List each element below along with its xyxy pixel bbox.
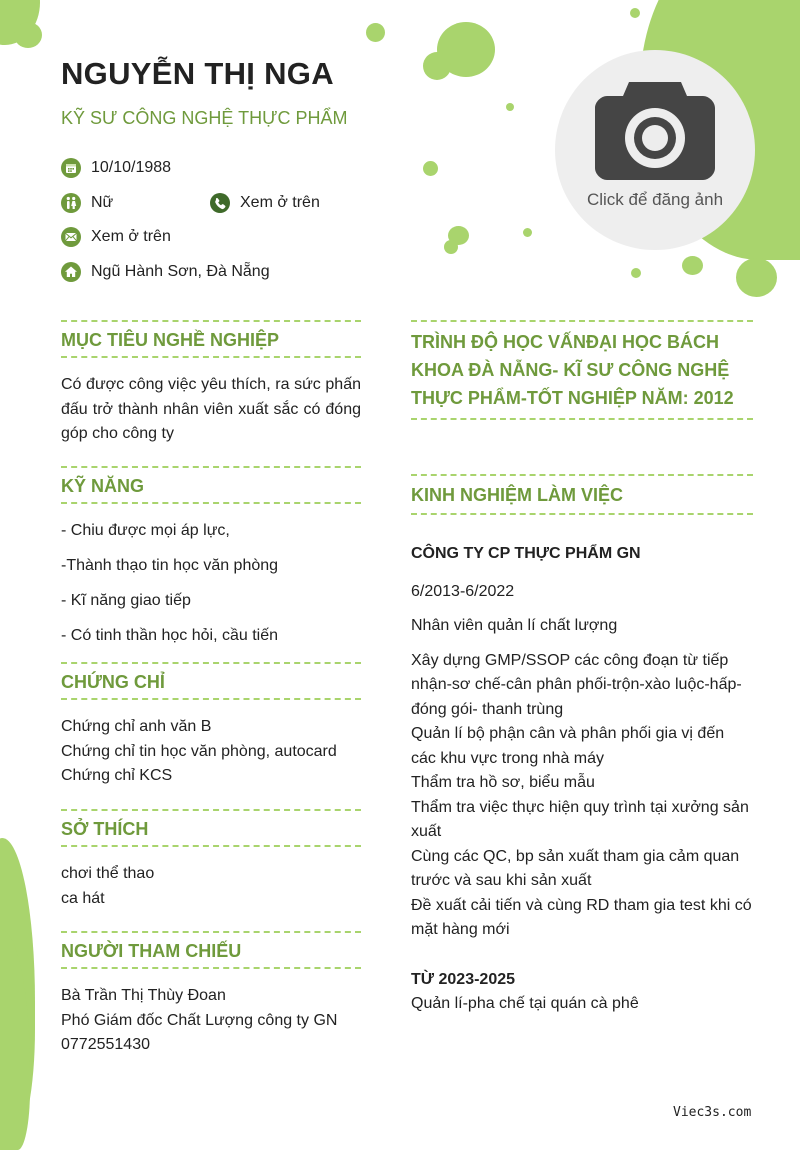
- hobby-item: ca hát: [61, 889, 105, 907]
- hobbies-heading: SỞ THÍCH: [61, 819, 149, 839]
- divider: [61, 662, 361, 664]
- skill-item: -Thành thạo tin học văn phòng: [61, 557, 279, 574]
- certificate-item: Chứng chỉ tin học văn phòng, autocard: [61, 742, 337, 760]
- references-heading: NGƯỜI THAM CHIẾU: [61, 941, 242, 961]
- duty-item: Cùng các QC, bp sản xuất tham gia cảm quan trước và sau khi sản xuất: [411, 847, 740, 889]
- home-icon: [61, 262, 81, 282]
- phone-row: [210, 193, 320, 213]
- duty-item: Thẩm tra hồ sơ, biểu mẫu: [411, 774, 595, 791]
- decor-blob: [523, 228, 532, 237]
- references-section: [61, 931, 361, 1058]
- divider: [411, 320, 753, 322]
- decor-blob: [682, 256, 703, 275]
- work-position-2: Quản lí-pha chế tại quán cà phê: [411, 995, 639, 1012]
- education-section: [411, 320, 753, 420]
- divider: [61, 356, 361, 358]
- divider: [411, 418, 753, 420]
- certificate-item: Chứng chỉ anh văn B: [61, 718, 212, 735]
- decor-blob: [631, 268, 641, 278]
- gender-value: Nữ: [91, 194, 114, 211]
- objective-heading: MỤC TIÊU NGHỀ NGHIỆP: [61, 330, 280, 350]
- gender-row: [61, 193, 113, 213]
- hobby-item: chơi thể thao: [61, 865, 155, 882]
- skill-item: - Có tinh thần học hỏi, cầu tiến: [61, 627, 279, 644]
- work-period: 6/2013-6/2022: [411, 582, 515, 600]
- education-heading: TRÌNH ĐỘ HỌC VẤNĐẠI HỌC BÁCH KHOA ĐÀ NẴNG- KĨ SƯ CÔNG NGHỆ THỰC PHẨM-TỐT NGHIỆP NĂM: 2012: [411, 332, 734, 408]
- candidate-name: NGUYỄN THỊ NGA: [61, 56, 334, 91]
- reference-item: 0772551430: [61, 1036, 150, 1053]
- photo-caption: Click để đăng ảnh: [586, 190, 724, 209]
- divider: [61, 698, 361, 700]
- email-icon: [61, 227, 81, 247]
- skills-section: [61, 466, 361, 648]
- skill-item: - Kĩ năng giao tiếp: [61, 592, 191, 609]
- address-value: Ngũ Hành Sơn, Đà Nẵng: [91, 263, 270, 280]
- skill-item: - Chiu được mọi áp lực,: [61, 522, 230, 539]
- objective-section: [61, 320, 361, 447]
- objective-text: Có được công việc yêu thích, ra sức phấn đấu trở thành nhân viên xuất sắc có đóng góp cho công ty: [61, 376, 361, 442]
- experience-heading: KINH NGHIỆM LÀM VIỆC: [411, 485, 624, 505]
- email-row: [61, 227, 171, 247]
- divider: [61, 466, 361, 468]
- decor-blob: [736, 258, 777, 297]
- divider: [411, 513, 753, 515]
- decor-blob: [423, 161, 438, 176]
- divider: [61, 320, 361, 322]
- calendar-icon: [61, 158, 81, 178]
- divider: [61, 931, 361, 933]
- duty-item: Quản lí bộ phận cân và phân phối gia vị đến các khu vực trong nhà máy: [411, 725, 725, 767]
- watermark: Viec3s.com: [673, 1105, 752, 1120]
- divider: [61, 502, 361, 504]
- dob-row: [61, 158, 171, 178]
- decor-blob: [423, 52, 451, 80]
- duty-item: Xây dựng GMP/SSOP các công đoạn từ tiếp nhận-sơ chế-cân phân phối-trộn-xào luộc-hấp-đóng gói- thanh trùng: [411, 651, 742, 718]
- decor-blob: [444, 240, 458, 254]
- phone-icon: [210, 193, 230, 213]
- dob-value: 10/10/1988: [91, 159, 172, 176]
- work-period-2: TỪ 2023-2025: [411, 970, 516, 988]
- camera-icon: [595, 78, 715, 183]
- divider: [61, 845, 361, 847]
- decor-blob: [366, 23, 385, 42]
- decor-blob: [630, 8, 640, 18]
- skills-heading: KỸ NĂNG: [61, 476, 145, 496]
- duty-item: Đề xuất cải tiến và cùng RD tham gia test khi có mặt hàng mới: [411, 896, 752, 938]
- email-value: Xem ở trên: [91, 228, 171, 245]
- decor-blob: [14, 22, 42, 48]
- photo-upload[interactable]: [555, 50, 755, 250]
- address-row: [61, 262, 270, 282]
- certificates-section: [61, 662, 361, 789]
- experience-section: [411, 474, 753, 1017]
- reference-item: Bà Trần Thị Thùy Đoan: [61, 987, 226, 1004]
- divider: [61, 809, 361, 811]
- certificate-item: Chứng chỉ KCS: [61, 767, 173, 784]
- reference-item: Phó Giám đốc Chất Lượng công ty GN: [61, 1011, 338, 1029]
- phone-value: Xem ở trên: [240, 194, 320, 211]
- divider: [411, 474, 753, 476]
- certificates-heading: CHỨNG CHỈ: [61, 672, 165, 692]
- hobbies-section: [61, 809, 361, 911]
- gender-icon: [61, 193, 81, 213]
- company-name: CÔNG TY CP THỰC PHẨM GN: [411, 545, 641, 562]
- job-title: KỸ SƯ CÔNG NGHỆ THỰC PHẨM: [61, 108, 348, 128]
- decor-blob: [506, 103, 514, 111]
- work-position: Nhân viên quản lí chất lượng: [411, 617, 618, 634]
- divider: [61, 967, 361, 969]
- duty-item: Thẩm tra việc thực hiện quy trình tại xưởng sản xuất: [411, 798, 749, 840]
